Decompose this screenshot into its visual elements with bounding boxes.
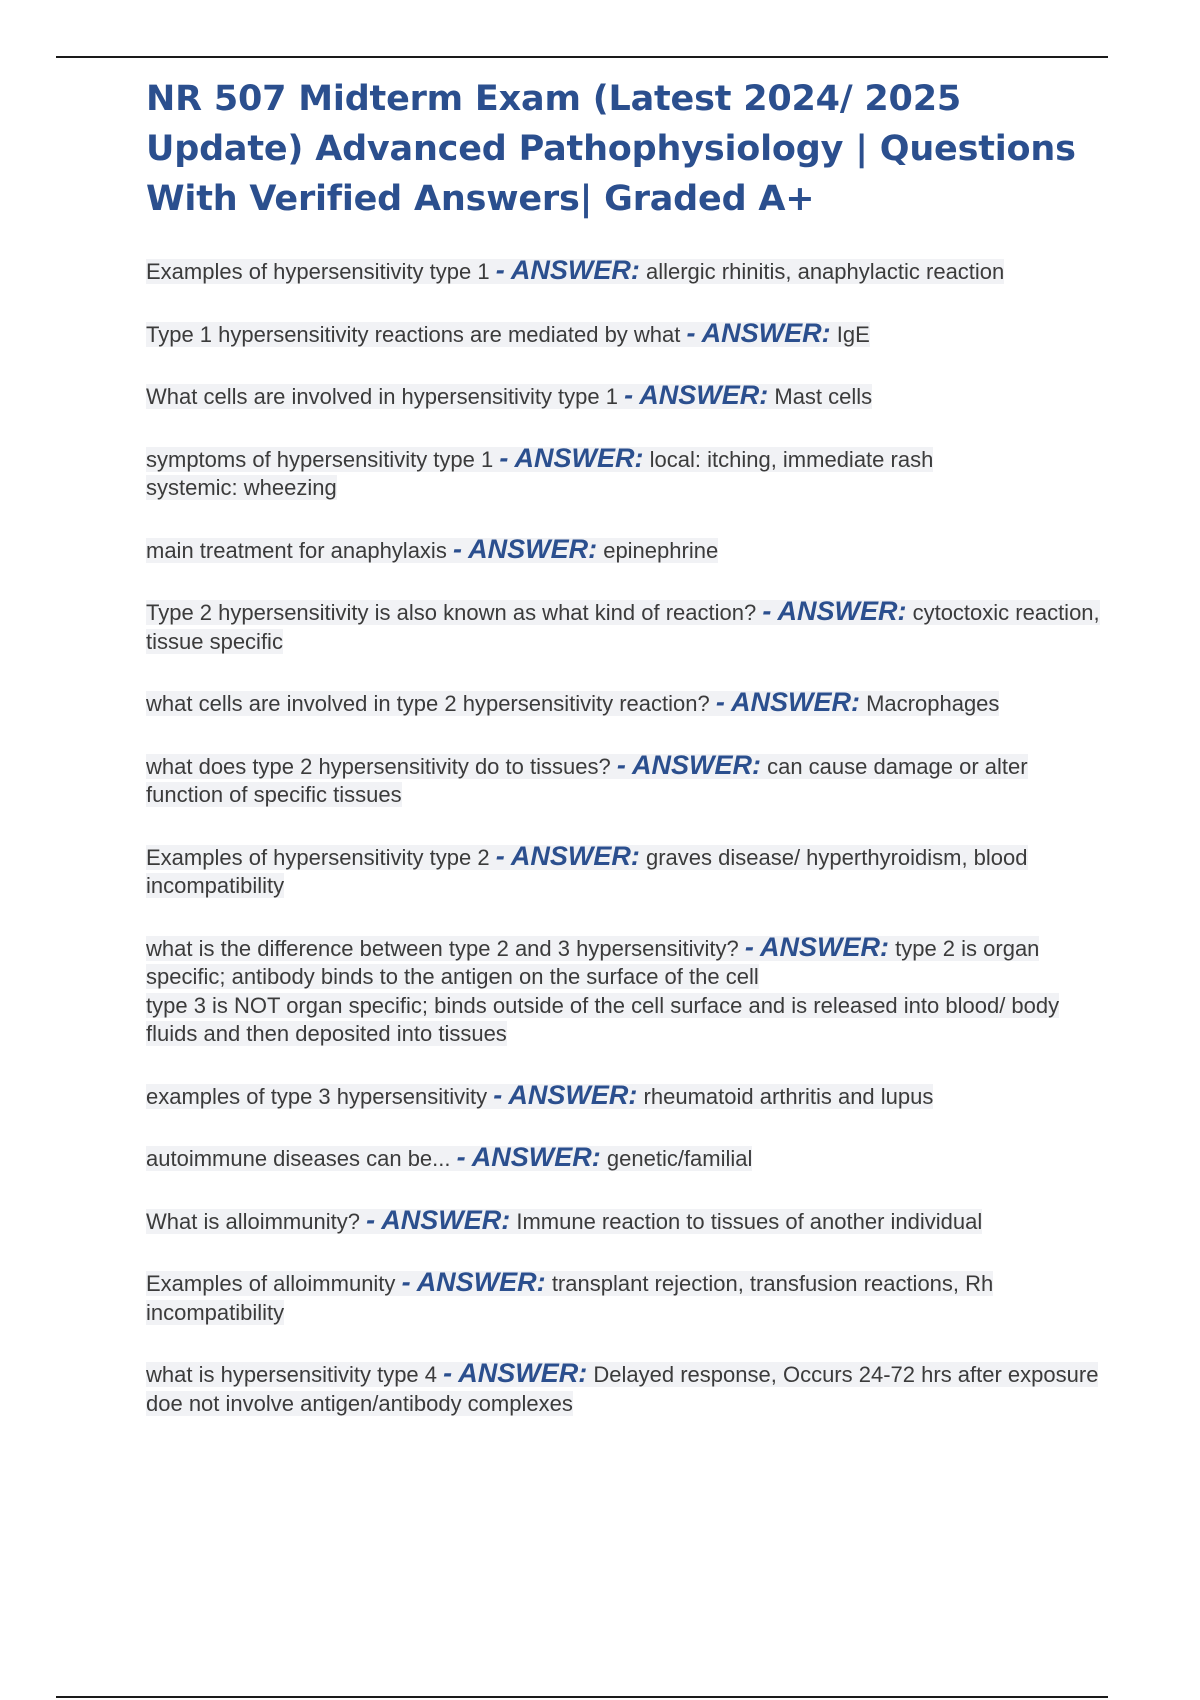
answer-text: local: itching, immediate rash systemic: wheezing [146,446,934,500]
qa-band [146,687,1000,717]
qa-band [146,255,1005,285]
qa-band [146,1142,753,1172]
top-rule [56,56,1108,58]
answer-separator: - [762,596,772,626]
qa-item [146,535,1106,566]
answer-text: Immune reaction to tissues of another individual [516,1208,983,1234]
answer-text: allergic rhinitis, anaphylactic reaction [645,259,1005,284]
answer-label: ANSWER: [730,687,860,717]
qa-item [146,1206,1106,1237]
answer-text: transplant rejection, transfusion reactions, Rh incompatibility [146,1271,994,1325]
answer-label: ANSWER: [514,442,644,473]
answer-text: graves disease/ hyperthyroidism, blood incompatibility [146,844,1028,898]
answer-separator: - [499,442,509,473]
answer-label: ANSWER: [458,1358,588,1388]
answer-separator: - [456,1142,466,1172]
qa-item [146,597,1106,656]
answer-text: cytoctoxic reaction, tissue specific [146,600,1100,654]
answer-label: ANSWER: [468,533,598,564]
qa-item [146,1359,1106,1418]
answer-separator: - [401,1267,411,1297]
qa-list [146,256,1106,1418]
answer-label: ANSWER: [759,931,889,962]
question-text: What cells are involved in hypersensitivity type 1 [146,384,618,409]
question-text: Type 2 hypersensitivity is also known as what kind of reaction? [146,600,757,625]
qa-band [146,380,873,410]
question-text: Examples of hypersensitivity type 2 [146,844,490,870]
answer-separator: - [493,1079,503,1110]
answer-separator: - [443,1358,453,1388]
qa-band [146,749,1028,808]
question-text: symptoms of hypersensitivity type 1 [146,446,494,472]
answer-separator: - [686,317,696,348]
question-text: Type 1 hypersensitivity reactions are mediated by what [146,321,681,347]
answer-text: Mast cells [774,384,873,409]
answer-separator: - [715,687,725,717]
answer-text: type 2 is organ specific; antibody binds to the antigen on the surface of the cell type 3 is NOT organ specific; binds outside of the cell surface and is released into blood/ body fluids and then deposited into tissues [146,935,1060,1046]
qa-item [146,751,1106,810]
question-text: main treatment for anaphylaxis [146,537,447,563]
answer-separator: - [366,1204,376,1235]
qa-band [146,1358,1099,1416]
answer-text: genetic/familial [606,1146,753,1171]
question-text: examples of type 3 hypersensitivity [146,1083,488,1109]
qa-band [146,317,870,348]
qa-item [146,1143,1106,1174]
bottom-rule [56,1696,1108,1698]
qa-band [146,840,1028,899]
question-text: what does type 2 hypersensitivity do to tissues? [146,753,611,779]
qa-band [146,442,934,501]
answer-label: ANSWER: [508,1079,638,1110]
answer-label: ANSWER: [777,596,907,626]
answer-label: ANSWER: [510,840,640,871]
qa-band [146,596,1100,654]
answer-text: IgE [836,321,870,347]
question-text: autoimmune diseases can be... [146,1146,451,1171]
answer-separator: - [744,931,754,962]
answer-label: ANSWER: [381,1204,511,1235]
qa-item [146,381,1106,412]
answer-separator: - [452,533,462,564]
answer-label: ANSWER: [416,1267,546,1297]
answer-separator: - [624,380,634,410]
answer-separator: - [495,255,505,285]
qa-item [146,256,1106,287]
question-text: Examples of hypersensitivity type 1 [146,259,490,284]
answer-text: epinephrine [603,537,719,563]
question-text: Examples of alloimmunity [146,1271,396,1296]
qa-item [146,1081,1106,1112]
qa-band [146,1204,983,1235]
document-title: NR 507 Midterm Exam (Latest 2024/ 2025 Update) Advanced Pathophysiology | Questions With Verified Answers| Graded A+ [146,79,1076,219]
qa-band [146,931,1060,1047]
answer-label: ANSWER: [631,749,761,780]
question-text: what cells are involved in type 2 hypersensitivity reaction? [146,691,710,716]
question-text: what is hypersensitivity type 4 [146,1362,438,1387]
answer-separator: - [616,749,626,780]
answer-text: can cause damage or alter function of specific tissues [146,753,1028,807]
qa-band [146,1267,994,1325]
qa-item [146,688,1106,719]
question-text: What is alloimmunity? [146,1208,360,1234]
answer-text: Delayed response, Occurs 24-72 hrs after exposure doe not involve antigen/antibody complexes [146,1362,1099,1416]
document-body [146,74,1106,1450]
qa-item [146,1268,1106,1327]
qa-item [146,842,1106,901]
qa-item [146,933,1106,1049]
answer-text: rheumatoid arthritis and lupus [643,1083,934,1109]
qa-item [146,319,1106,350]
answer-label: ANSWER: [639,380,769,410]
answer-label: ANSWER: [471,1142,601,1172]
answer-text: Macrophages [866,691,1000,716]
qa-band [146,1079,934,1110]
answer-label: ANSWER: [701,317,831,348]
qa-item [146,444,1106,503]
question-text: what is the difference between type 2 and 3 hypersensitivity? [146,935,739,961]
answer-separator: - [495,840,505,871]
qa-band [146,533,719,564]
answer-label: ANSWER: [510,255,640,285]
